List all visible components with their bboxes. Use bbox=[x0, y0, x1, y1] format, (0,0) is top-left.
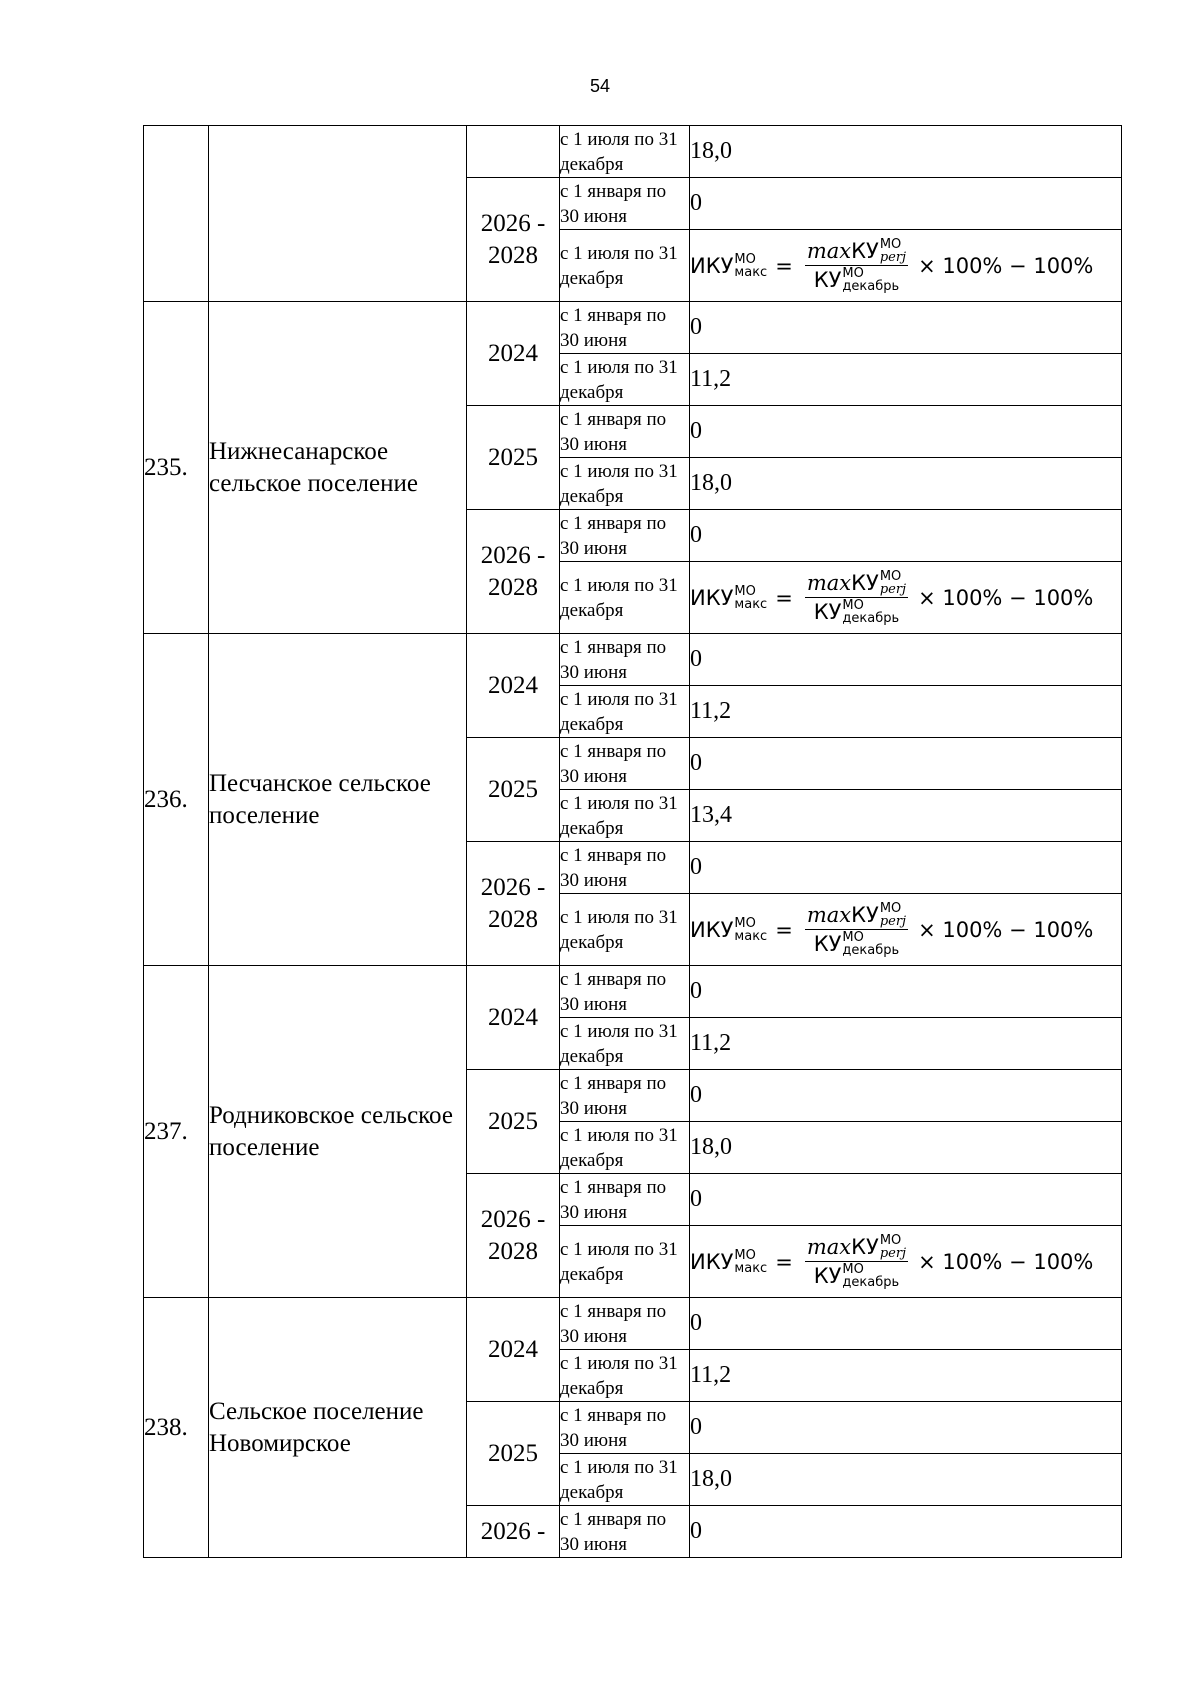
value-cell bbox=[690, 894, 1122, 966]
formula-tail: × 100% − 100% bbox=[918, 585, 1094, 610]
value-cell: 0 bbox=[690, 842, 1122, 894]
year-cell: 2024 bbox=[467, 1298, 560, 1402]
year-cell: 2026 - 2028 bbox=[467, 1174, 560, 1298]
formula-numerator bbox=[805, 902, 908, 930]
period-cell: с 1 июля по 31 декабря bbox=[560, 1454, 690, 1506]
period-cell: с 1 января по 30 июня bbox=[560, 178, 690, 230]
value-cell: 18,0 bbox=[690, 1122, 1122, 1174]
formula-lhs-sup: МО bbox=[734, 915, 756, 931]
formula-num-ku: КУ bbox=[851, 239, 879, 263]
formula-lhs-sub: макс bbox=[734, 596, 768, 612]
year-cell: 2025 bbox=[467, 406, 560, 510]
formula-den-ku: КУ bbox=[813, 268, 842, 292]
period-cell: с 1 января по 30 июня bbox=[560, 302, 690, 354]
formula-max: max bbox=[806, 1235, 852, 1259]
formula-num-sup: МО bbox=[879, 901, 902, 916]
value-cell: 18,0 bbox=[690, 458, 1122, 510]
formula-den-ku: КУ bbox=[813, 1264, 842, 1288]
formula-num-sub: perj bbox=[879, 250, 907, 265]
formula-max: max bbox=[806, 239, 852, 263]
formula-fraction bbox=[805, 902, 908, 957]
year-cell: 2025 bbox=[467, 738, 560, 842]
tariff-table bbox=[143, 125, 1122, 1558]
table-row bbox=[144, 126, 1122, 178]
value-cell: 0 bbox=[690, 1298, 1122, 1350]
formula-tail: × 100% − 100% bbox=[918, 1249, 1094, 1274]
formula-lhs-indices bbox=[734, 917, 767, 943]
row-number: 236. bbox=[144, 634, 209, 966]
period-cell: с 1 января по 30 июня bbox=[560, 966, 690, 1018]
iku-formula bbox=[690, 1234, 1093, 1289]
formula-numerator bbox=[805, 570, 908, 598]
formula-denominator bbox=[814, 266, 899, 293]
formula-den-sup: МО bbox=[842, 1262, 864, 1277]
iku-formula bbox=[690, 570, 1093, 625]
settlement-name bbox=[209, 126, 467, 302]
formula-num-indices bbox=[880, 902, 906, 928]
formula-lhs: ИКУ bbox=[690, 253, 734, 278]
row-number bbox=[144, 126, 209, 302]
formula-lhs-sub: макс bbox=[734, 1260, 768, 1276]
formula-fraction bbox=[805, 238, 908, 293]
formula-lhs-sup: МО bbox=[734, 1247, 756, 1263]
value-cell: 0 bbox=[690, 738, 1122, 790]
formula-den-indices bbox=[842, 599, 899, 625]
formula-den-sup: МО bbox=[842, 266, 864, 281]
formula-numerator bbox=[805, 238, 908, 266]
value-cell: 0 bbox=[690, 1070, 1122, 1122]
formula-denominator bbox=[814, 598, 899, 625]
year-cell: 2024 bbox=[467, 302, 560, 406]
value-cell: 0 bbox=[690, 1174, 1122, 1226]
value-cell: 0 bbox=[690, 966, 1122, 1018]
formula-equals: = bbox=[775, 585, 793, 610]
value-cell: 0 bbox=[690, 302, 1122, 354]
year-cell: 2026 - 2028 bbox=[467, 842, 560, 966]
period-cell: с 1 января по 30 июня bbox=[560, 1298, 690, 1350]
formula-lhs: ИКУ bbox=[690, 917, 734, 942]
table-row bbox=[144, 302, 1122, 354]
value-cell: 0 bbox=[690, 634, 1122, 686]
year-cell: 2025 bbox=[467, 1402, 560, 1506]
row-number: 235. bbox=[144, 302, 209, 634]
formula-lhs-indices bbox=[734, 1249, 767, 1275]
period-cell: с 1 июля по 31 декабря bbox=[560, 1018, 690, 1070]
period-cell: с 1 января по 30 июня bbox=[560, 1506, 690, 1558]
value-cell: 18,0 bbox=[690, 1454, 1122, 1506]
period-cell: с 1 июля по 31 декабря bbox=[560, 1350, 690, 1402]
year-cell: 2026 - 2028 bbox=[467, 510, 560, 634]
period-cell: с 1 января по 30 июня bbox=[560, 1402, 690, 1454]
settlement-name: Сельское поселение Новомирское bbox=[209, 1298, 467, 1558]
formula-num-sub: perj bbox=[879, 1246, 907, 1261]
period-cell: с 1 января по 30 июня bbox=[560, 406, 690, 458]
formula-tail: × 100% − 100% bbox=[918, 917, 1094, 942]
value-cell: 0 bbox=[690, 178, 1122, 230]
period-cell: с 1 января по 30 июня bbox=[560, 510, 690, 562]
value-cell: 11,2 bbox=[690, 1350, 1122, 1402]
year-cell: 2024 bbox=[467, 634, 560, 738]
formula-den-indices bbox=[842, 931, 899, 957]
formula-numerator bbox=[805, 1234, 908, 1262]
iku-formula bbox=[690, 238, 1093, 293]
period-cell: с 1 июля по 31 декабря bbox=[560, 354, 690, 406]
year-cell bbox=[467, 126, 560, 178]
formula-num-indices bbox=[880, 1234, 906, 1260]
formula-fraction bbox=[805, 1234, 908, 1289]
period-cell: с 1 января по 30 июня bbox=[560, 1070, 690, 1122]
value-cell bbox=[690, 230, 1122, 302]
formula-num-ku: КУ bbox=[851, 571, 879, 595]
formula-equals: = bbox=[775, 1249, 793, 1274]
period-cell: с 1 июля по 31 декабря bbox=[560, 126, 690, 178]
formula-lhs: ИКУ bbox=[690, 585, 734, 610]
formula-num-sup: МО bbox=[879, 237, 902, 252]
formula-den-ku: КУ bbox=[813, 600, 842, 624]
formula-num-sub: perj bbox=[879, 582, 907, 597]
formula-num-indices bbox=[880, 238, 906, 264]
value-cell bbox=[690, 1226, 1122, 1298]
formula-lhs-indices bbox=[734, 253, 767, 279]
year-cell: 2024 bbox=[467, 966, 560, 1070]
formula-lhs-sub: макс bbox=[734, 928, 768, 944]
period-cell: с 1 января по 30 июня bbox=[560, 738, 690, 790]
formula-num-ku: КУ bbox=[851, 903, 879, 927]
value-cell: 11,2 bbox=[690, 686, 1122, 738]
formula-lhs-sub: макс bbox=[734, 264, 768, 280]
formula-lhs: ИКУ bbox=[690, 1249, 734, 1274]
table-row bbox=[144, 966, 1122, 1018]
formula-fraction bbox=[805, 570, 908, 625]
row-number: 237. bbox=[144, 966, 209, 1298]
formula-lhs-sup: МО bbox=[734, 251, 756, 267]
formula-num-sub: perj bbox=[879, 914, 907, 929]
period-cell: с 1 января по 30 июня bbox=[560, 1174, 690, 1226]
formula-den-indices bbox=[842, 267, 899, 293]
period-cell: с 1 июля по 31 декабря bbox=[560, 1122, 690, 1174]
row-number: 238. bbox=[144, 1298, 209, 1558]
formula-max: max bbox=[806, 571, 852, 595]
formula-num-sup: МО bbox=[879, 1233, 902, 1248]
value-cell: 13,4 bbox=[690, 790, 1122, 842]
settlement-name: Песчанское сельское поселение bbox=[209, 634, 467, 966]
formula-den-indices bbox=[842, 1263, 899, 1289]
settlement-name: Родниковское сельское поселение bbox=[209, 966, 467, 1298]
year-cell: 2026 - bbox=[467, 1506, 560, 1558]
period-cell: с 1 июля по 31 декабря bbox=[560, 686, 690, 738]
period-cell: с 1 июля по 31 декабря bbox=[560, 458, 690, 510]
formula-num-ku: КУ bbox=[851, 1235, 879, 1259]
period-cell: с 1 июля по 31 декабря bbox=[560, 1226, 690, 1298]
value-cell: 0 bbox=[690, 406, 1122, 458]
year-cell: 2026 - 2028 bbox=[467, 178, 560, 302]
formula-lhs-sup: МО bbox=[734, 583, 756, 599]
formula-max: max bbox=[806, 903, 852, 927]
formula-denominator bbox=[814, 930, 899, 957]
value-cell: 0 bbox=[690, 1402, 1122, 1454]
year-cell: 2025 bbox=[467, 1070, 560, 1174]
settlement-name: Нижнесанарское сельское поселение bbox=[209, 302, 467, 634]
formula-den-ku: КУ bbox=[813, 932, 842, 956]
formula-den-sup: МО bbox=[842, 598, 864, 613]
formula-den-sub: декабрь bbox=[842, 279, 900, 294]
period-cell: с 1 июля по 31 декабря bbox=[560, 230, 690, 302]
table-row bbox=[144, 634, 1122, 686]
period-cell: с 1 июля по 31 декабря bbox=[560, 894, 690, 966]
formula-num-sup: МО bbox=[879, 569, 902, 584]
period-cell: с 1 июля по 31 декабря bbox=[560, 562, 690, 634]
formula-denominator bbox=[814, 1262, 899, 1289]
period-cell: с 1 января по 30 июня bbox=[560, 634, 690, 686]
period-cell: с 1 июля по 31 декабря bbox=[560, 790, 690, 842]
formula-den-sub: декабрь bbox=[842, 943, 900, 958]
page-number: 54 bbox=[589, 76, 611, 96]
value-cell bbox=[690, 562, 1122, 634]
value-cell: 0 bbox=[690, 510, 1122, 562]
formula-den-sub: декабрь bbox=[842, 611, 900, 626]
iku-formula bbox=[690, 902, 1093, 957]
table-row bbox=[144, 1298, 1122, 1350]
period-cell: с 1 января по 30 июня bbox=[560, 842, 690, 894]
formula-tail: × 100% − 100% bbox=[918, 253, 1094, 278]
formula-equals: = bbox=[775, 253, 793, 278]
formula-den-sup: МО bbox=[842, 930, 864, 945]
formula-lhs-indices bbox=[734, 585, 767, 611]
formula-num-indices bbox=[880, 570, 906, 596]
formula-den-sub: декабрь bbox=[842, 1275, 900, 1290]
value-cell: 0 bbox=[690, 1506, 1122, 1558]
value-cell: 11,2 bbox=[690, 1018, 1122, 1070]
value-cell: 11,2 bbox=[690, 354, 1122, 406]
formula-equals: = bbox=[775, 917, 793, 942]
value-cell: 18,0 bbox=[690, 126, 1122, 178]
